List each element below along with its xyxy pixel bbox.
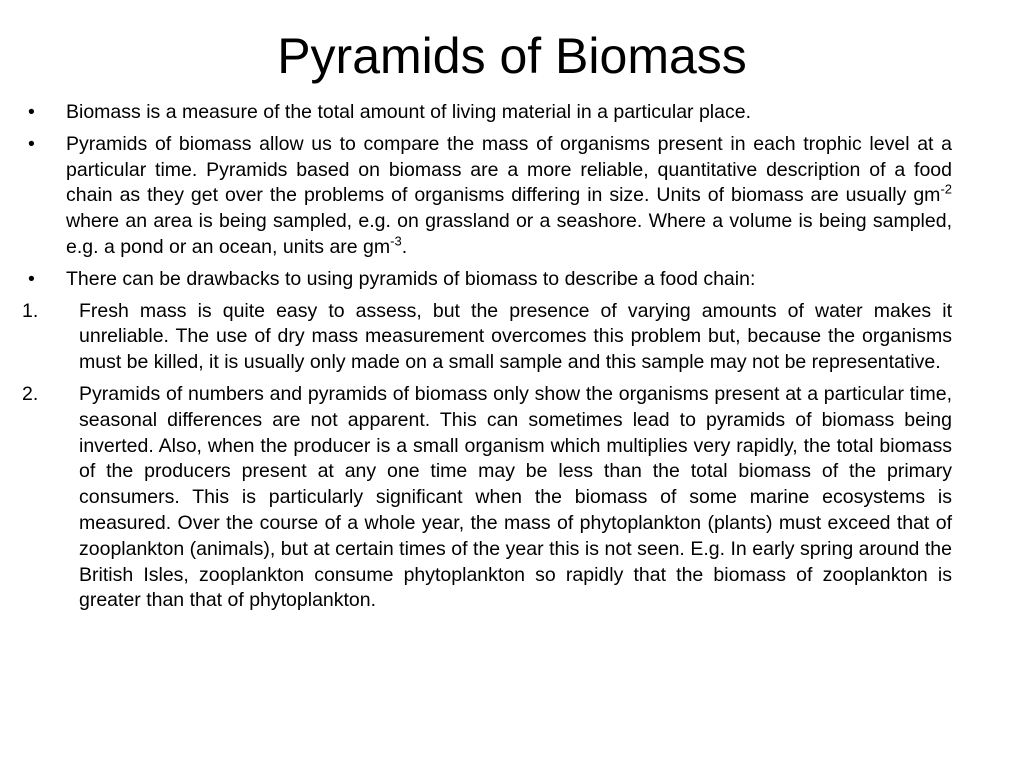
slide-title: Pyramids of Biomass: [277, 28, 747, 84]
bullet-text-segment: .: [401, 235, 408, 258]
bullet-text: [66, 267, 952, 293]
bullet-text-segment: Biomass is a measure of the total amount of living material in a particular place.: [66, 101, 751, 123]
bullet-text-segment: where an area is being sampled, e.g. on grassland or a seashore. Where a volume is being sampled, e.g. a pond or an ocean, units are gm: [66, 210, 952, 258]
numbered-item-fresh-mass: [22, 299, 952, 376]
number-marker: 1.: [22, 299, 39, 322]
numbered-item-seasonal: [22, 382, 952, 614]
bullet-text-segment: There can be drawbacks to using pyramids of biomass to describe a food chain:: [66, 267, 756, 290]
bullet-item-comparison: [22, 132, 952, 261]
bullet-marker: •: [28, 267, 35, 290]
number-marker: 2.: [22, 382, 39, 405]
bullet-marker: •: [28, 132, 35, 155]
bullet-text: [66, 100, 952, 126]
numbered-text: Fresh mass is quite easy to assess, but the presence of varying amounts of water makes it unreliable. The use of dry mass measurement overcomes this problem but, because the organisms must be killed, it is usually only made on a small sample and this sample may not be representative.: [79, 299, 952, 374]
bullet-text: [66, 132, 952, 261]
bullet-item-drawbacks: [22, 267, 952, 293]
bullet-item-definition: [22, 100, 952, 126]
numbered-text: Pyramids of numbers and pyramids of biomass only show the organisms present at a particular time, seasonal differences are not apparent. This can sometimes lead to pyramids of biomass being inverted. Also, when the producer is a small organism which multiplies very rapidly, the total biomass of the producers present at any one time may be less than the total biomass of the primary consumers. This is particularly significant when the biomass of some marine ecosystems is measured. Over the course of a whole year, the mass of phytoplankton (plants) must exceed that of zooplankton (animals), but at certain times of the year this is not seen. E.g. In early spring around the British Isles, zooplankton consume phytoplankton so rapidly that the biomass of zooplankton is greater than that of phytoplankton.: [79, 382, 952, 612]
slide-body: [22, 100, 952, 620]
bullet-text-segment: Pyramids of biomass allow us to compare the mass of organisms present in each trophic level at a particular time. Pyramids based on biomass are a more reliable, quantitative description of a food chain as they get over the problems of organisms differing in size. Units of biomass are usually gm: [66, 132, 952, 207]
superscript-exponent: -2: [940, 181, 952, 197]
superscript-exponent: -3: [390, 233, 402, 249]
bullet-marker: •: [28, 101, 35, 123]
